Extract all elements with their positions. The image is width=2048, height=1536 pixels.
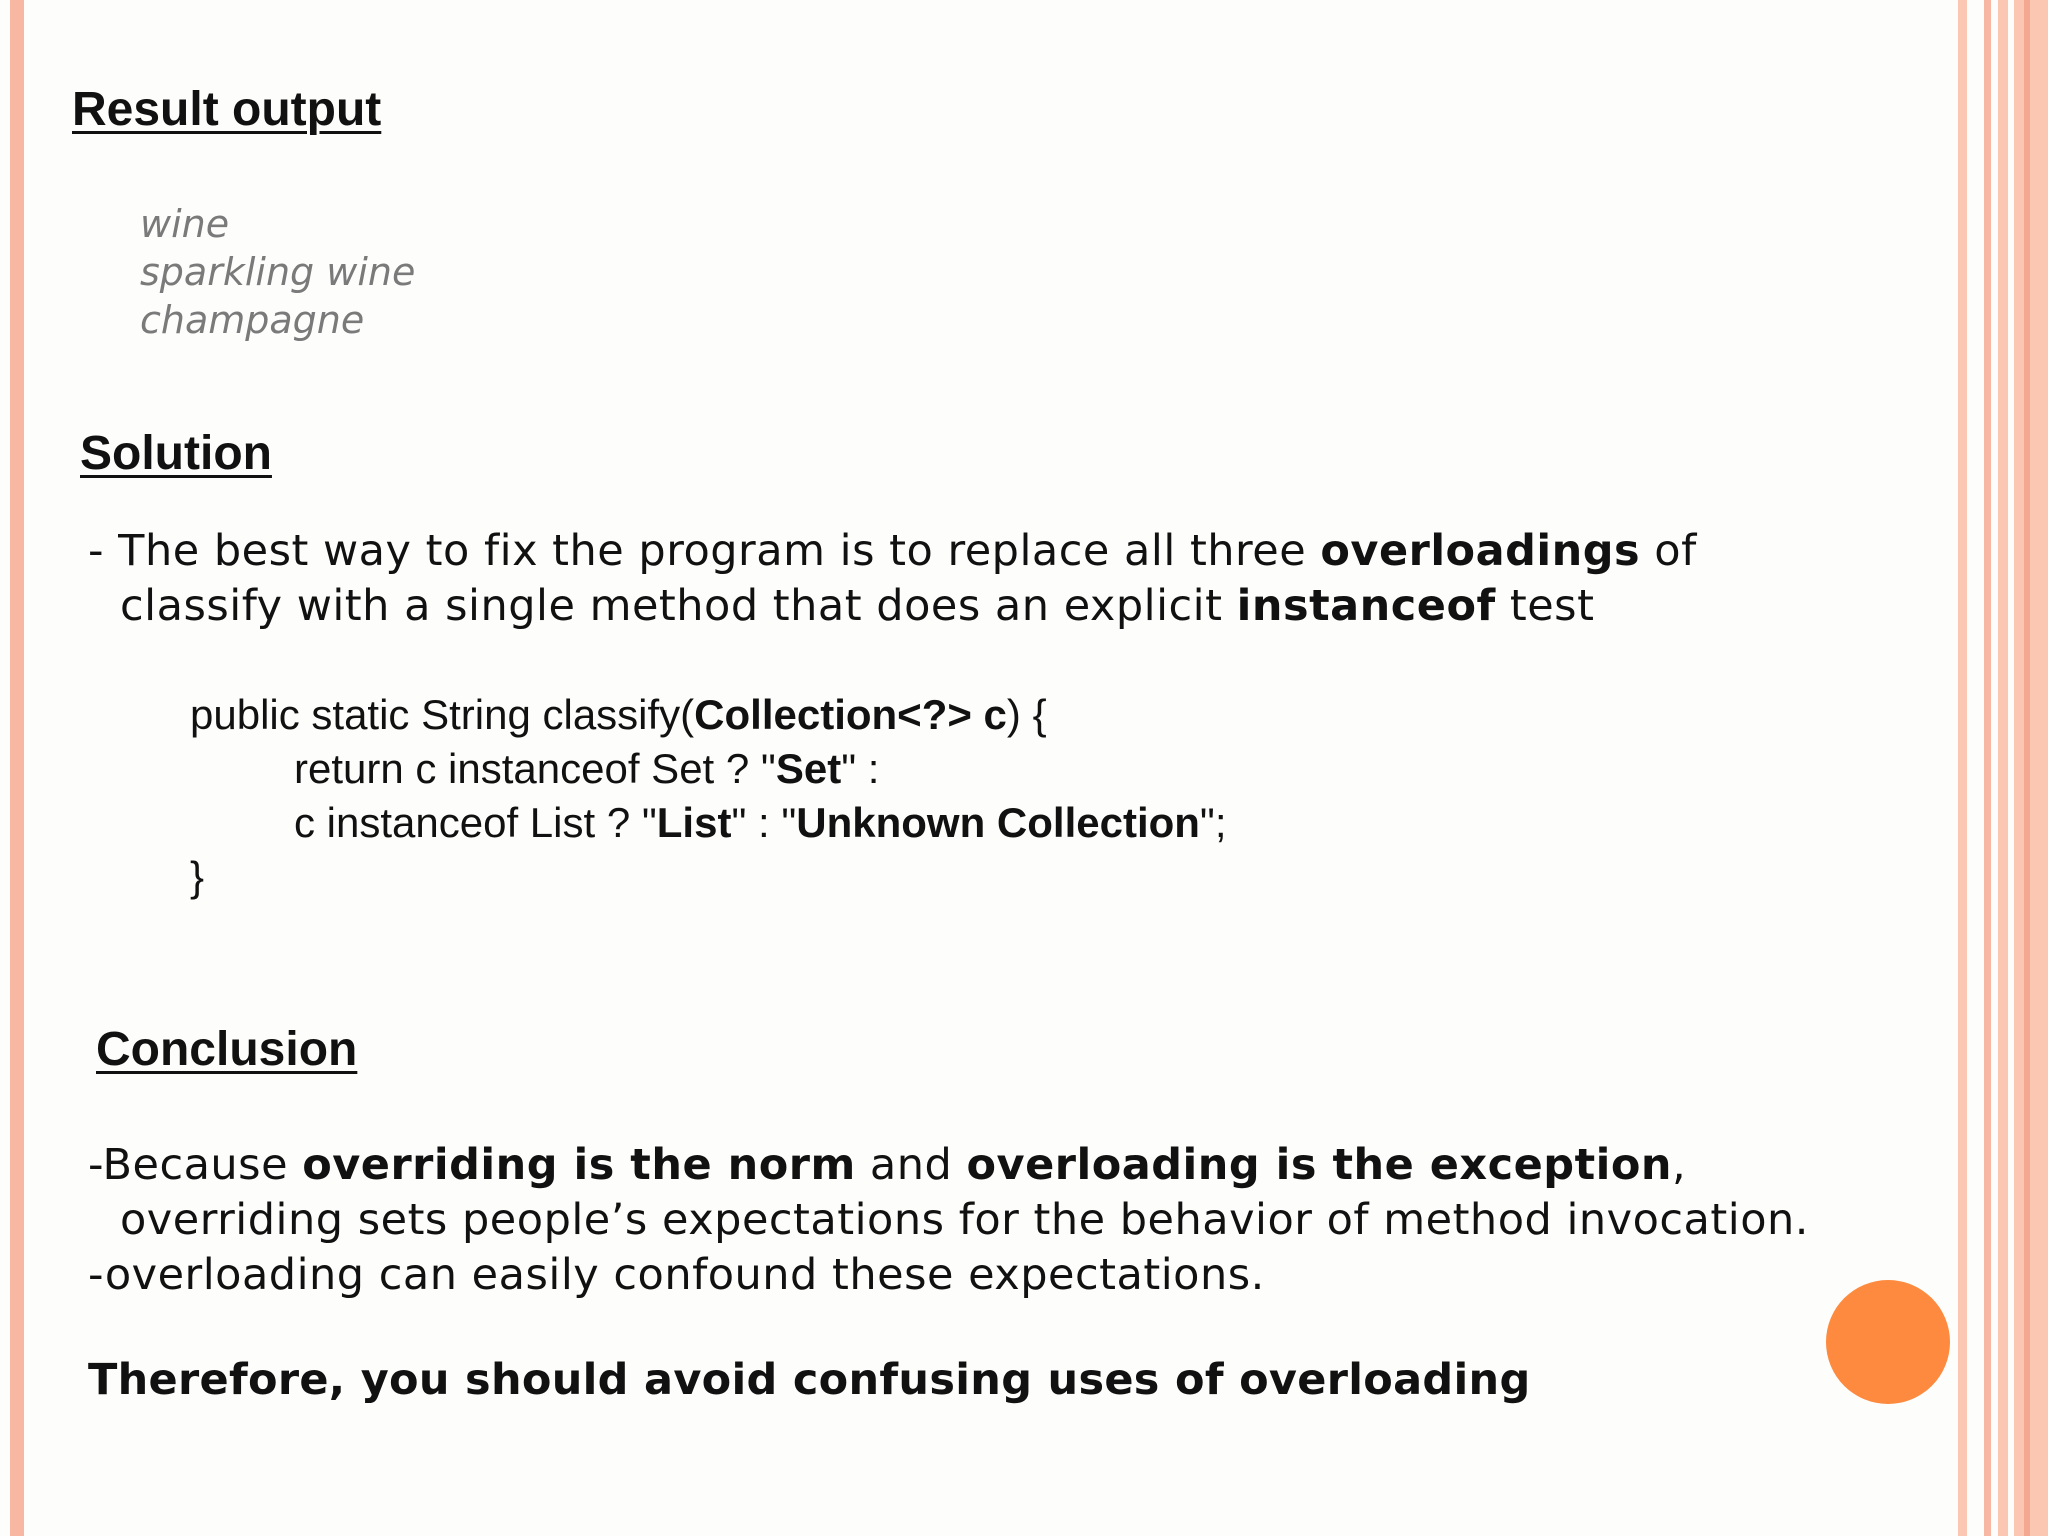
solution-line-2: classify with a single method that does an explicit instanceof test [120,581,1595,631]
output-line: champagne [140,298,365,342]
code-line-3: c instanceof List ? "List" : "Unknown Collection"; [294,799,1227,846]
right-decorative-stripe-3 [1998,0,2008,1536]
solution-line-1: - The best way to fix the program is to replace all three overloadings of [88,526,1697,576]
orange-circle-decoration [1826,1280,1950,1404]
code-line-4: } [190,853,205,900]
right-decorative-stripe-5 [2024,0,2030,1536]
code-block [190,688,1227,904]
output-line: sparkling wine [140,250,416,294]
solution-paragraph [88,524,1697,634]
conclusion-paragraph [88,1138,1809,1303]
right-decorative-stripe-1 [1958,0,1967,1536]
left-decorative-stripe [10,0,24,1536]
output-line: wine [140,202,230,246]
result-output-heading: Result output [72,83,382,136]
right-decorative-stripe-4 [2014,0,2048,1536]
code-line-2: return c instanceof Set ? "Set" : [294,745,880,792]
code-line-1: public static String classify(Collection<?> c) { [190,691,1047,738]
right-decorative-stripe-2 [1984,0,1991,1536]
conclusion-line-3: -overloading can easily confound these expectations. [88,1250,1265,1300]
conclusion-line-2: overriding sets people’s expectations for the behavior of method invocation. [120,1195,1809,1245]
conclusion-heading: Conclusion [96,1023,358,1076]
conclusion-line-1: -Because overriding is the norm and overloading is the exception, [88,1140,1687,1190]
solution-heading: Solution [80,427,272,480]
result-output-lines [140,200,415,344]
final-statement: Therefore, you should avoid confusing uses of overloading [88,1355,1531,1405]
